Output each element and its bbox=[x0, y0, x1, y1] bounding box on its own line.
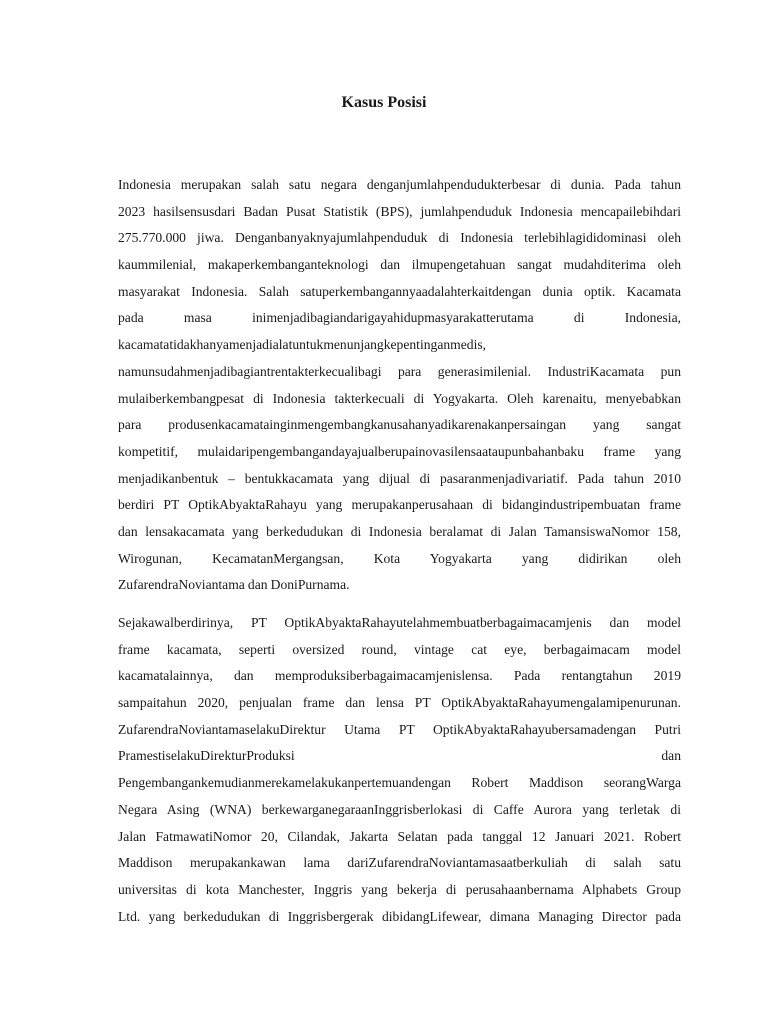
paragraph-line: frame kacamata, seperti oversized round, vintage cat eye, berbagaimacam model bbox=[118, 641, 681, 657]
paragraph-line: Jalan FatmawatiNomor 20, Cilandak, Jakarta Selatan pada tanggal 12 Januari 2021. Robert bbox=[118, 828, 681, 844]
paragraph-line: mulaiberkembangpesat di Indonesia takterkecuali di Yogyakarta. Oleh karenaitu, menyebabkan bbox=[118, 390, 681, 406]
paragraph-line: universitas di kota Manchester, Inggris yang bekerja di perusahaanbernama Alphabets Group bbox=[118, 881, 681, 897]
paragraph bbox=[118, 610, 681, 930]
paragraph-line: masyarakat Indonesia. Salah satuperkembangannyaadalahterkaitdengan dunia optik. Kacamata bbox=[118, 283, 681, 299]
document-title: Kasus Posisi bbox=[341, 94, 427, 111]
paragraph-line: Indonesia merupakan salah satu negara denganjumlahpendudukterbesar di dunia. Pada tahun bbox=[118, 177, 681, 192]
paragraph-line: kaummilenial, makaperkembanganteknologi dan ilmupengetahuan sangat mudahditerima oleh bbox=[118, 257, 681, 273]
paragraph-line: Pengembangankemudianmerekamelakukanpertemuandengan Robert Maddison seorangWarga bbox=[118, 775, 681, 791]
paragraph-line: Wirogunan, KecamatanMergangsan, Kota Yogyakarta yang didirikan oleh bbox=[118, 550, 681, 566]
paragraph bbox=[118, 172, 681, 599]
paragraph-line: sampaitahun 2020, penjualan frame dan lensa PT OptikAbyaktaRahayumengalamipenurunan. bbox=[118, 695, 681, 711]
paragraph-line: pada masa inimenjadibagiandarigayahidupmasyarakatterutama di Indonesia, bbox=[118, 310, 681, 326]
paragraph-line: menjadikanbentuk – bentukkacamata yang dijual di pasaranmenjadivariatif. Pada tahun 2010 bbox=[118, 470, 681, 486]
paragraph-line: kacamatalainnya, dan memproduksiberbagaimacamjenislensa. Pada rentangtahun 2019 bbox=[118, 668, 681, 684]
paragraph-line: dan lensakacamata yang berkedudukan di Indonesia beralamat di Jalan TamansiswaNomor 158, bbox=[118, 523, 681, 539]
paragraph-line: Ltd. yang berkedudukan di Inggrisbergerak dibidangLifewear, dimana Managing Director pada bbox=[118, 908, 681, 924]
paragraph-line: Negara Asing (WNA) berkewarganegaraanInggrisberlokasi di Caffe Aurora yang terletak di bbox=[118, 801, 681, 817]
paragraph-line: kompetitif, mulaidaripengembangandayajualberupainovasilensaataupunbahanbaku frame yang bbox=[118, 443, 681, 459]
paragraph-line: PramestiselakuDirekturProduksi dan bbox=[118, 748, 681, 764]
paragraph-line: ZufarendraNoviantama dan DoniPurnama. bbox=[118, 577, 350, 593]
paragraph-line: ZufarendraNoviantamaselakuDirektur Utama PT OptikAbyaktaRahayubersamadengan Putri bbox=[118, 721, 681, 737]
paragraph-line: para produsenkacamatainginmengembangkanusahanyadikarenakanpersaingan yang sangat bbox=[118, 417, 681, 433]
paragraph-line: 275.770.000 jiwa. Denganbanyaknyajumlahpenduduk di Indonesia terlebihlagididominasi oleh bbox=[118, 230, 681, 246]
paragraph-line: Maddison merupakankawan lama dariZufarendraNoviantamasaatberkuliah di salah satu bbox=[118, 855, 681, 871]
document-body bbox=[118, 172, 681, 941]
paragraph-line: 2023 hasilsensusdari Badan Pusat Statistik (BPS), jumlahpenduduk Indonesia mencapailebihdari bbox=[118, 203, 681, 219]
paragraph-line: kacamatatidakhanyamenjadialatuntukmenunjangkepentinganmedis, bbox=[118, 337, 487, 353]
paragraph-line: namunsudahmenjadibagiantrentakterkecualibagi para generasimilenial. IndustriKacamata pun bbox=[118, 363, 681, 379]
paragraph-line: berdiri PT OptikAbyaktaRahayu yang merupakanperusahaan di bidangindustripembuatan frame bbox=[118, 497, 681, 513]
paragraph-line: Sejakawalberdirinya, PT OptikAbyaktaRahayutelahmembuatberbagaimacamjenis dan model bbox=[118, 615, 681, 630]
